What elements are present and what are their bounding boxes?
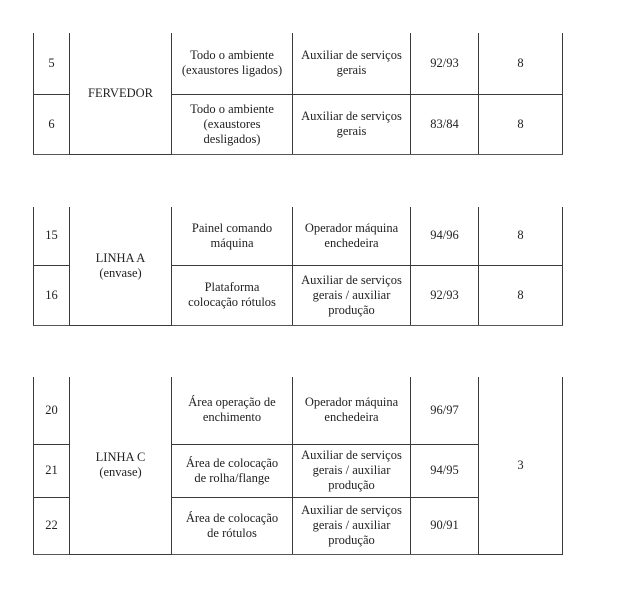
table-row — [34, 377, 563, 444]
row-number: 22 — [34, 497, 70, 554]
location-cell: Plataforma colocação rótulos — [172, 265, 293, 325]
noise-level-cell: 92/93 — [411, 33, 479, 94]
function-cell: Auxiliar de serviços gerais — [293, 33, 411, 94]
row-number: 6 — [34, 94, 70, 154]
location-cell: Painel comando máquina — [172, 207, 293, 265]
table-linha-a — [33, 207, 563, 326]
location-cell: Área de colocação de rótulos — [172, 497, 293, 554]
noise-level-cell: 92/93 — [411, 265, 479, 325]
row-number: 21 — [34, 444, 70, 497]
hours-cell: 8 — [479, 33, 563, 94]
location-cell: Todo o ambiente (exaustores desligados) — [172, 94, 293, 154]
hours-cell: 8 — [479, 207, 563, 265]
function-cell: Auxiliar de serviços gerais / auxiliar produção — [293, 497, 411, 554]
function-cell: Auxiliar de serviços gerais — [293, 94, 411, 154]
row-number: 20 — [34, 377, 70, 444]
location-cell: Área de colocação de rolha/flange — [172, 444, 293, 497]
sector-name: LINHA C (envase) — [70, 377, 172, 554]
row-number: 15 — [34, 207, 70, 265]
row-number: 5 — [34, 33, 70, 94]
location-cell: Área operação de enchimento — [172, 377, 293, 444]
noise-level-cell: 83/84 — [411, 94, 479, 154]
noise-level-cell: 94/96 — [411, 207, 479, 265]
function-cell: Operador máquina enchedeira — [293, 377, 411, 444]
noise-level-cell: 94/95 — [411, 444, 479, 497]
noise-level-cell: 96/97 — [411, 377, 479, 444]
function-cell: Auxiliar de serviços gerais / auxiliar produção — [293, 444, 411, 497]
hours-cell: 3 — [479, 377, 563, 554]
sector-name: FERVEDOR — [70, 33, 172, 154]
function-cell: Auxiliar de serviços gerais / auxiliar produção — [293, 265, 411, 325]
function-cell: Operador máquina enchedeira — [293, 207, 411, 265]
table-linha-c — [33, 377, 563, 555]
table-fervedor — [33, 33, 563, 155]
table-row — [34, 33, 563, 94]
hours-cell: 8 — [479, 94, 563, 154]
noise-level-cell: 90/91 — [411, 497, 479, 554]
hours-cell: 8 — [479, 265, 563, 325]
table-row — [34, 207, 563, 265]
row-number: 16 — [34, 265, 70, 325]
location-cell: Todo o ambiente (exaustores ligados) — [172, 33, 293, 94]
sector-name: LINHA A (envase) — [70, 207, 172, 325]
